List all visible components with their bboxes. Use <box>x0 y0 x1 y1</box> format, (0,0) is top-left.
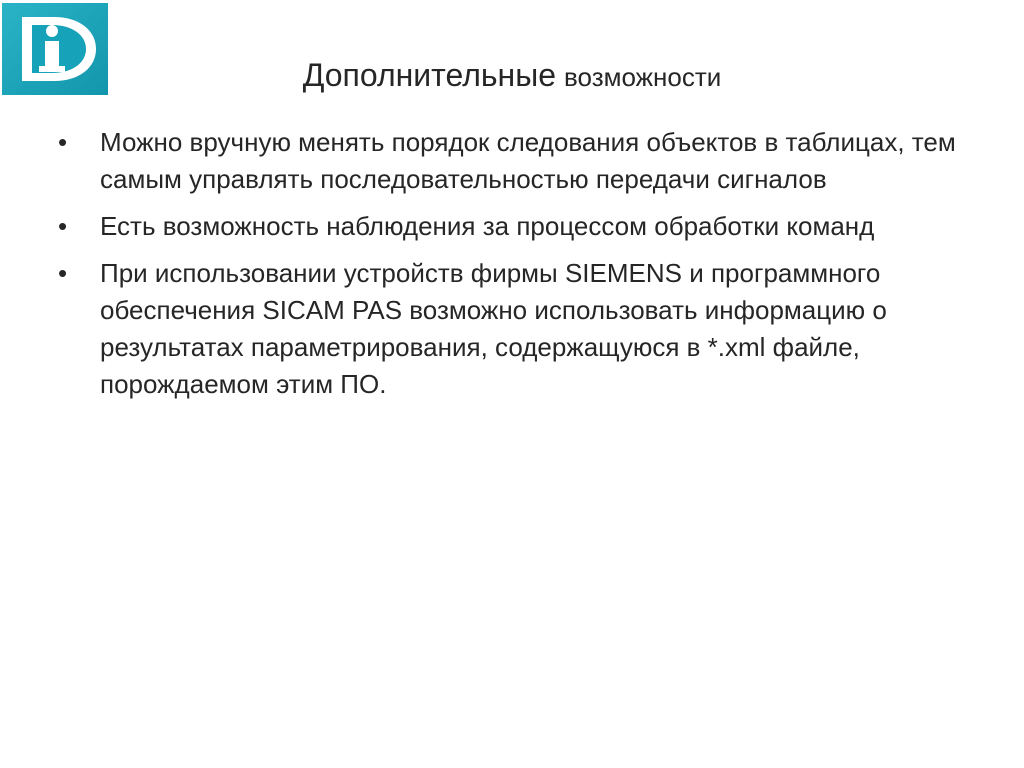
bullet-list <box>56 124 980 413</box>
bullet-item <box>56 208 980 245</box>
bullet-text: Есть возможность наблюдения за процессом обработки команд <box>100 211 875 241</box>
bullet-dot-icon: • <box>58 211 68 241</box>
bullet-dot-icon: • <box>58 127 68 157</box>
title-sub: возможности <box>564 62 722 92</box>
bullet-item <box>56 255 980 403</box>
bullet-text: Можно вручную менять порядок следования объектов в таблицах, тем самым управлять последовательностью передачи сигналов <box>100 127 956 194</box>
bullet-item <box>56 124 980 198</box>
title-main: Дополнительные <box>302 57 556 93</box>
slide-title <box>0 56 1024 94</box>
bullet-dot-icon: • <box>58 258 68 288</box>
bullet-text: При использовании устройств фирмы SIEMENS и программного обеспечения SICAM PAS возможно использовать информацию о результатах параметрирования, содержащуюся в *.xml файле, порождаемом этим ПО. <box>100 258 887 399</box>
